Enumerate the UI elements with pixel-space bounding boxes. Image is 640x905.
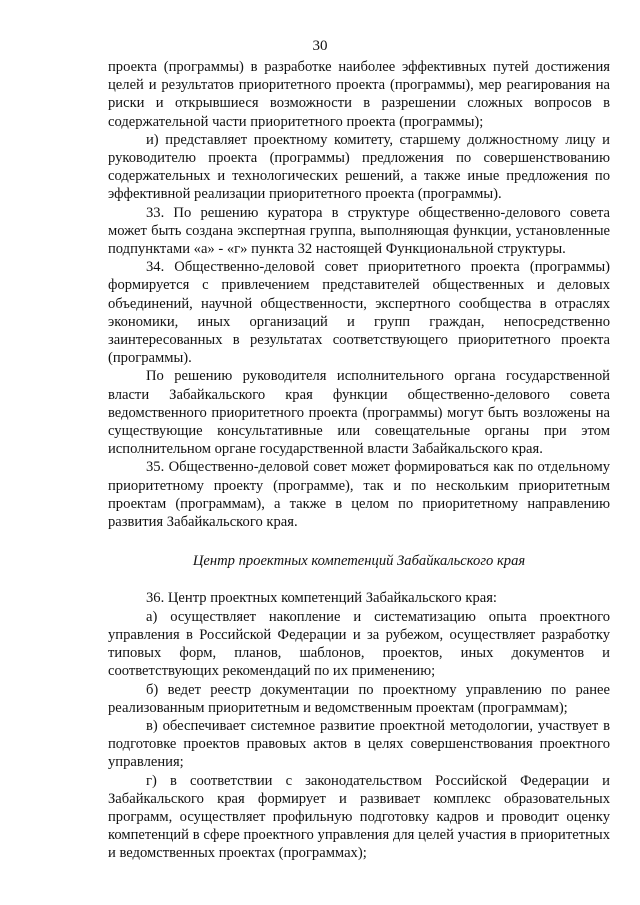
document-body [108,58,610,863]
paragraph-item-i: и) представляет проектному комитету, старшему должностному лицу и руководителю проекта (программы) предложения по совершенствованию содержательных и технологических решений, а также иные предложения по эффективной реализации приоритетного проекта (программы). [108,131,610,203]
paragraph-36-item-v: в) обеспечивает системное развитие проектной методологии, участвует в подготовке проектов правовых актов в целях совершенствования проектного управления; [108,717,610,771]
paragraph-33: 33. По решению куратора в структуре общественно-делового совета может быть создана экспертная группа, выполняющая функции, установленные подпунктами «а» - «г» пункта 32 настоящей Функциональной структуры. [108,204,610,258]
paragraph-36: 36. Центр проектных компетенций Забайкальского края: [146,590,497,607]
paragraph-35: 35. Общественно-деловой совет может формироваться как по отдельному приоритетному проекту (программе), так и по нескольким приоритетным проектам (программам), а также в целом по приоритетному направлению развития Забайкальского края. [108,459,610,531]
paragraph-continuation: проекта (программы) в разработке наиболее эффективных путей достижения целей и результатов приоритетного проекта (программы), мер реагирования на риски и открывшиеся возможности в разрешении сложных вопросов в содержательной части приоритетного проекта (программы); [108,59,610,130]
paragraph-34: 34. Общественно-деловой совет приоритетного проекта (программы) формируется с привлечением представителей общественных и деловых объединений, научной общественности, экспертного сообщества в отраслях экономики, иных организаций и групп граждан, непосредственно заинтересованных в результатах соответствующего приоритетного проекта (программы). [108,259,610,367]
paragraph-36-item-g: г) в соответствии с законодательством Российской Федерации и Забайкальского края формирует и развивает комплекс образовательных программ, осуществляет профильную подготовку кадров и проводит оценку компетенций в сфере проектного управления для целей участия в приоритетных и ведомственных проектах (программах); [108,772,610,862]
section-heading: Центр проектных компетенций Забайкальского края [192,553,526,570]
paragraph-34-continued: По решению руководителя исполнительного органа государственной власти Забайкальского края функции общественно-делового совета ведомственного приоритетного проекта (программы) могут быть возложены на существующие консультативные или совещательные органы при этом исполнительном органе государственной власти Забайкальского края. [108,368,610,458]
page-number: 30 [312,38,328,54]
paragraph-36-item-b: б) ведет реестр документации по проектному управлению по ранее реализованным приоритетным и ведомственным проектам (программам); [108,681,610,716]
paragraph-36-item-a: а) осуществляет накопление и систематизацию опыта проектного управления в Российской Федерации и за рубежом, осуществляет разработку типовых форм, планов, шаблонов, проектов, иных документов и соответствующих рекомендаций по их применению; [108,608,610,680]
